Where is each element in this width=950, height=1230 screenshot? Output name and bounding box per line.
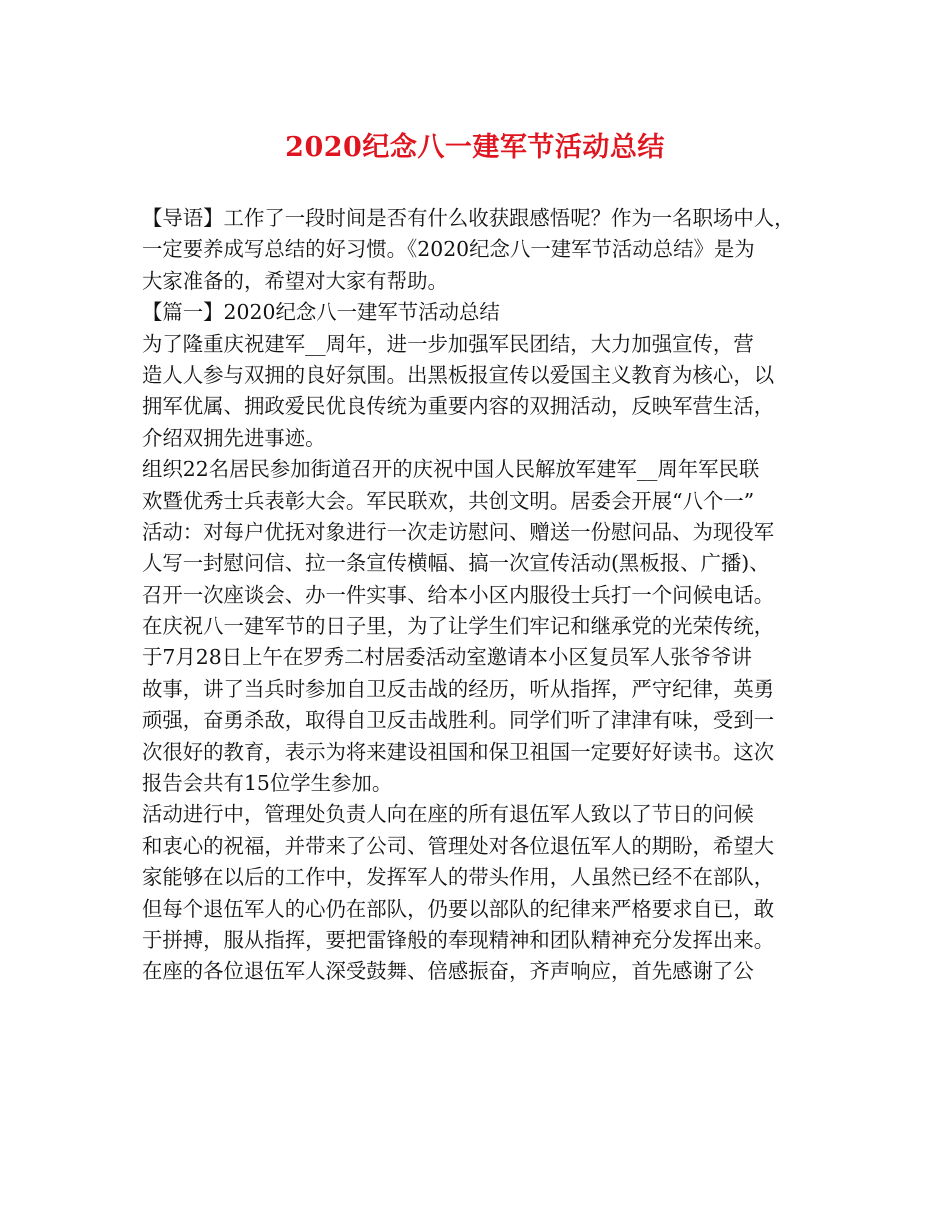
text-line: 造人人参与双拥的良好氛围。出黑板报宣传以爱国主义教育为核心，以	[142, 362, 775, 387]
text-line: 【导语】工作了一段时间是否有什么收获跟感悟呢？作为一名职场中人，	[142, 206, 795, 230]
text-line: 和衷心的祝福，并带来了公司、管理处对各位退伍军人的期盼，希望大	[142, 833, 775, 858]
text-line: 活动：对每户优抚对象进行一次走访慰问、赠送一份慰问品、为现役军	[142, 519, 775, 544]
text-line: 在座的各位退伍军人深受鼓舞、倍感振奋，齐声响应，首先感谢了公	[142, 959, 754, 984]
text-line: 在庆祝八一建军节的日子里，为了让学生们牢记和继承党的光荣传统，	[142, 614, 775, 639]
document-title: 2020纪念八一建军节活动总结	[285, 132, 665, 163]
text-line: 一定要养成写总结的好习惯。《2020纪念八一建军节活动总结》是为	[142, 237, 755, 262]
text-line: 为了隆重庆祝建军__周年，进一步加强军民团结，大力加强宣传，营	[142, 331, 754, 356]
text-line: 介绍双拥先进事迹。	[142, 425, 326, 450]
document-body	[142, 203, 816, 988]
text-line: 人写一封慰问信、拉一条宣传横幅、搞一次宣传活动(黑板报、广播)、	[142, 551, 770, 576]
text-line: 活动进行中，管理处负责人向在座的所有退伍军人致以了节日的问候	[142, 802, 754, 827]
text-line: 顽强，奋勇杀敌，取得自卫反击战胜利。同学们听了津津有味，受到一	[142, 708, 775, 733]
text-line: 于拼搏，服从指挥，要把雷锋般的奉现精神和团队精神充分发挥出来。	[142, 927, 775, 952]
text-line: 大家准备的，希望对大家有帮助。	[142, 268, 448, 293]
text-line: 拥军优属、拥政爱民优良传统为重要内容的双拥活动，反映军营生活，	[142, 394, 775, 419]
text-line: 召开一次座谈会、办一件实事、给本小区内服役士兵打一个问候电话。	[142, 582, 775, 607]
text-line: 欢暨优秀士兵表彰大会。军民联欢，共创文明。居委会开展“八个一”	[142, 488, 755, 513]
text-line: 次很好的教育，表示为将来建设祖国和保卫祖国一定要好好读书。这次	[142, 739, 775, 764]
text-line: 组织22名居民参加街道召开的庆祝中国人民解放军建军__周年军民联	[142, 457, 760, 482]
text-line: 报告会共有15位学生参加。	[142, 771, 393, 796]
section-heading: 【篇一】2020纪念八一建军节活动总结	[142, 300, 500, 325]
text-line: 故事，讲了当兵时参加自卫反击战的经历，听从指挥，严守纪律，英勇	[142, 676, 775, 701]
text-line: 但每个退伍军人的心仍在部队，仍要以部队的纪律来严格要求自已，敢	[142, 896, 775, 921]
text-line: 家能够在以后的工作中，发挥军人的带头作用，人虽然已经不在部队，	[142, 865, 775, 890]
text-line: 于7月28日上午在罗秀二村居委活动室邀请本小区复员军人张爷爷讲	[142, 645, 752, 670]
